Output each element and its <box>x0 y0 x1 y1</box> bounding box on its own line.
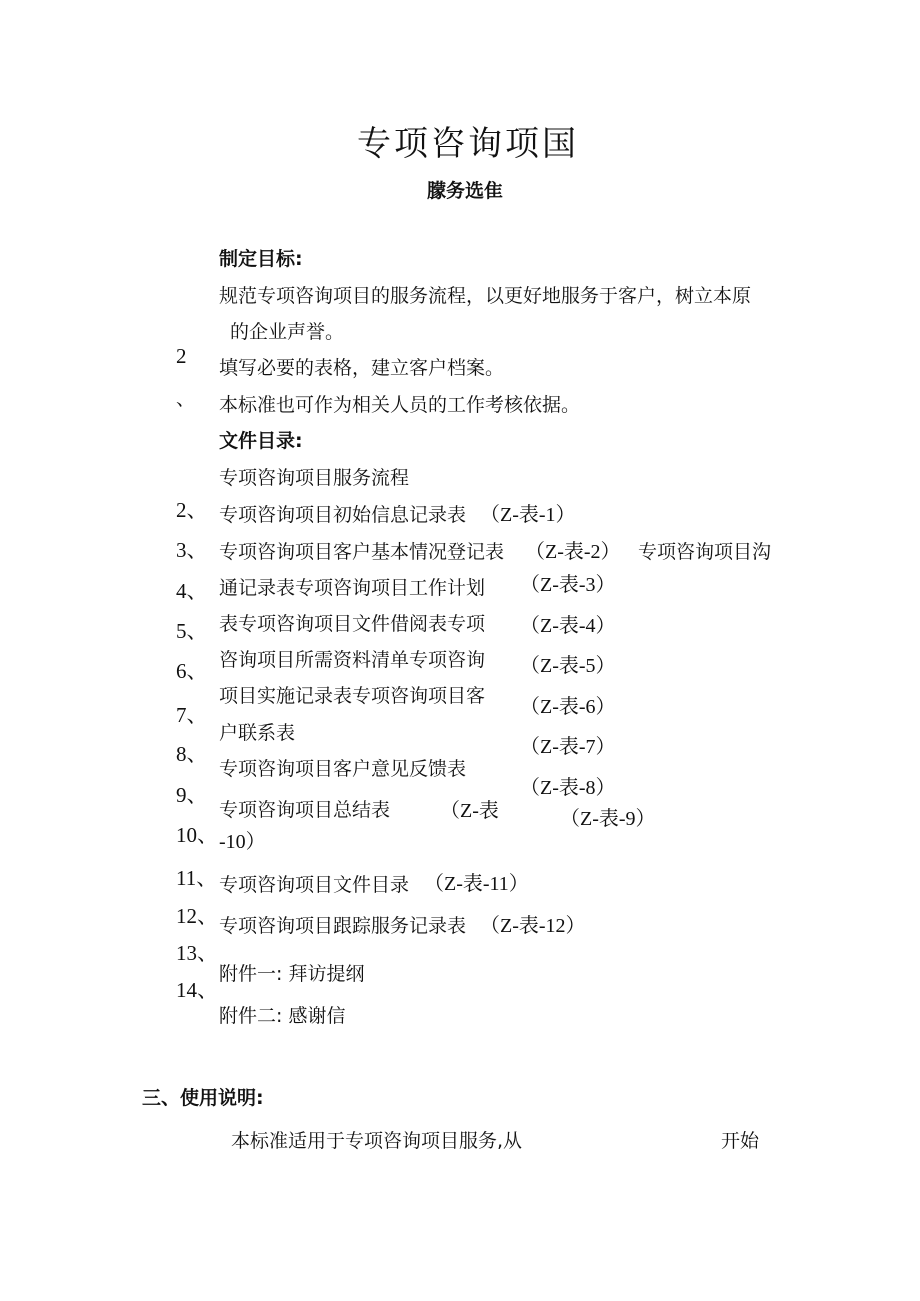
list-item: 专项咨询项目跟踪服务记录表 <box>219 915 467 937</box>
list-number: 11、 <box>176 866 218 890</box>
directory-flow-line: 专项咨询项目服务流程 <box>219 467 410 489</box>
form-code: （Z-表 <box>440 800 499 822</box>
goal-line-2: 填写必要的表格，建立客户档案。 <box>219 357 505 379</box>
goal-line-1a: 规范专项咨询项目的服务流程，以更好地服务于客户，树立本原 <box>219 285 752 307</box>
form-code: （Z-表-9） <box>560 808 656 830</box>
list-number: 4、 <box>176 579 208 603</box>
form-code: （Z-表-2） <box>525 541 621 563</box>
goal-line-3: 本标准也可作为相关人员的工作考核依据。 <box>219 394 581 416</box>
document-title: 专项咨询项国 <box>357 124 579 164</box>
list-number: 13、 <box>176 941 218 965</box>
list-number: 8、 <box>176 742 208 766</box>
list-number: 2、 <box>176 498 208 522</box>
list-number: 6、 <box>176 659 208 683</box>
list-number: 9、 <box>176 783 208 807</box>
list-item: 咨询项目所需资料清单专项咨询 <box>219 649 486 671</box>
form-code: （Z-表-3） <box>520 574 616 596</box>
goal-marker-3: 、 <box>176 388 196 410</box>
form-code: （Z-表-11） <box>424 873 529 895</box>
list-item: 专项咨询项目总结表 <box>219 799 391 821</box>
form-code: （Z-表-7） <box>520 736 616 758</box>
list-item: 项目实施记录表专项咨询项目客 <box>219 685 486 707</box>
form-code: -10） <box>219 831 266 853</box>
list-number: 12、 <box>176 904 218 928</box>
usage-heading: 三、使用说明: <box>142 1087 264 1109</box>
form-code: （Z-表-8） <box>520 777 616 799</box>
list-item: 专项咨询项目客户基本情况登记表 <box>219 541 505 563</box>
list-item: 户联系表 <box>219 722 296 744</box>
list-number: 3、 <box>176 538 208 562</box>
list-number: 7、 <box>176 703 208 727</box>
list-item: 附件一: 拜访提纲 <box>219 963 365 985</box>
usage-line-a: 本标准适用于专项咨询项目服务,从 <box>231 1130 523 1152</box>
goal-line-1b: 的企业声誉。 <box>230 321 345 343</box>
list-number: 10、 <box>176 823 218 847</box>
form-code: （Z-表-1） <box>480 504 576 526</box>
list-item: 专项咨询项目初始信息记录表 <box>219 504 467 526</box>
list-item: 专项咨询项目文件目录 <box>219 874 410 896</box>
goal-marker-2: 2 <box>176 344 187 368</box>
document-subtitle: 朦务选隹 <box>427 180 504 202</box>
list-item: 通记录表专项咨询项目工作计划 <box>219 577 486 599</box>
form-code: （Z-表-6） <box>520 696 616 718</box>
list-item: 附件二: 感谢信 <box>219 1005 346 1027</box>
list-item: 表专项咨询项目文件借阅表专项 <box>219 613 486 635</box>
directory-heading: 文件目录: <box>219 430 303 452</box>
list-number: 5、 <box>176 619 208 643</box>
clipped-form-code <box>560 806 692 830</box>
usage-line-b: 开始 <box>721 1130 760 1152</box>
form-code: （Z-表-12） <box>480 915 586 937</box>
list-number: 14、 <box>176 978 218 1002</box>
goal-heading: 制定目标: <box>219 248 303 270</box>
form-code: （Z-表-4） <box>520 615 616 637</box>
form-code: （Z-表-5） <box>520 655 616 677</box>
list-item: 专项咨询项目沟 <box>638 541 772 563</box>
list-item: 专项咨询项目客户意见反馈表 <box>219 758 467 780</box>
